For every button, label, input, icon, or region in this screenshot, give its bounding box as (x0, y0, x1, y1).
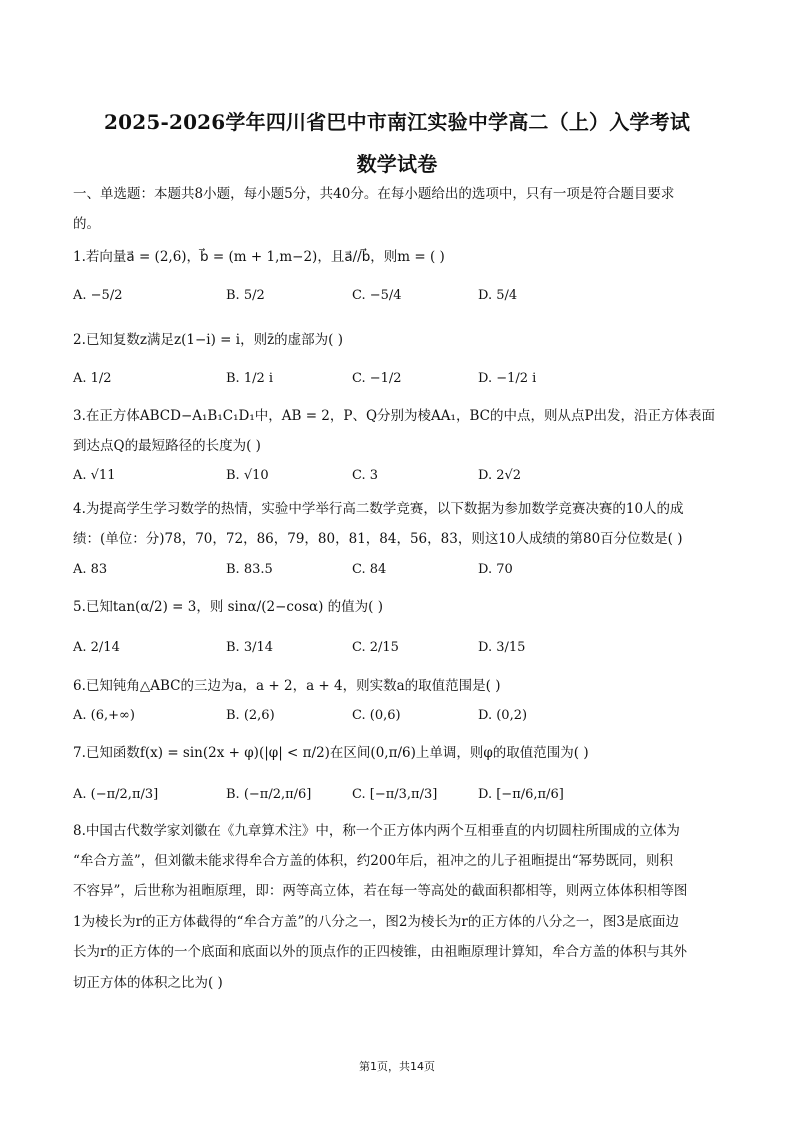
question-2-option-b: B. 1/2 i (226, 371, 274, 386)
question-6-option-c: C. (0,6) (352, 708, 401, 723)
question-6-stem: 6.已知钝角△ABC的三边为a，a + 2，a + 4，则实数a的取值范围是( ) (73, 678, 501, 694)
question-3-option-a: A. √11 (73, 468, 116, 483)
question-3-option-c: C. 3 (352, 468, 379, 483)
question-7-stem: 7.已知函数f(x) = sin(2x + φ)(|φ| < π/2)在区间(0,π/6)上单调，则φ的取值范围为( ) (73, 745, 589, 761)
question-1-option-a: A. −5/2 (73, 288, 123, 303)
question-6-option-d: D. (0,2) (478, 708, 528, 723)
page-footer: 第1页，共14页 (359, 1060, 435, 1073)
question-4-option-b: B. 83.5 (226, 562, 273, 577)
question-1-stem: 1.若向量a⃗ = (2,6)，b⃗ = (m + 1,m−2)，且a⃗//b⃗，则m = ( ) (73, 249, 445, 265)
question-1-option-c: C. −5/4 (352, 288, 402, 303)
question-6-option-b: B. (2,6) (226, 708, 275, 723)
question-4-option-d: D. 70 (478, 562, 513, 577)
question-5-option-a: A. 2/14 (73, 640, 120, 655)
question-5-stem: 5.已知tan(α/2) = 3，则 sinα/(2−cosα) 的值为( ) (73, 599, 383, 615)
question-4-stem-line2: 绩：(单位：分)78，70，72，86，79，80，81，84，56，83，则这10人成绩的第80百分位数是( ) (73, 531, 683, 547)
question-1-option-d: D. 5/4 (478, 288, 518, 303)
question-8-line2: “牟合方盖”，但刘徽未能求得牟合方盖的体积，约200年后，祖冲之的儿子祖暅提出“幂势既同，则积 (73, 853, 673, 869)
question-3-option-b: B. √10 (226, 468, 269, 483)
question-4-option-a: A. 83 (73, 562, 108, 577)
question-8-line4: 1为棱长为r的正方体截得的“牟合方盖”的八分之一，图2为棱长为r的正方体的八分之一，图3是底面边 (73, 914, 679, 930)
question-2-stem: 2.已知复数z满足z(1−i) = i，则z̄的虚部为( ) (73, 332, 344, 348)
question-3-stem-line1: 3.在正方体ABCD−A₁B₁C₁D₁中，AB = 2，P、Q分别为棱AA₁，BC的中点，则从点P出发，沿正方体表面 (73, 408, 716, 424)
question-4-option-c: C. 84 (352, 562, 387, 577)
question-7-option-d: D. [−π/6,π/6] (478, 787, 564, 802)
question-5-option-d: D. 3/15 (478, 640, 526, 655)
exam-subtitle: 数学试卷 (356, 152, 438, 176)
question-4-stem-line1: 4.为提高学生学习数学的热情，实验中学举行高二数学竞赛，以下数据为参加数学竞赛决赛的10人的成 (73, 501, 684, 517)
question-8-line6: 切正方体的体积之比为( ) (73, 975, 223, 991)
question-8-line3: 不容异”，后世称为祖暅原理，即：两等高立体，若在每一等高处的截面积都相等，则两立体体积相等图 (73, 883, 688, 899)
question-7-option-c: C. [−π/3,π/3] (352, 787, 438, 802)
question-7-option-a: A. (−π/2,π/3] (73, 787, 159, 802)
question-2-option-d: D. −1/2 i (478, 371, 537, 386)
question-8-line1: 8.中国古代数学家刘徽在《九章算术注》中，称一个正方体内两个互相垂直的内切圆柱所围成的立体为 (73, 823, 680, 839)
section-header-line1: 一、单选题：本题共8小题，每小题5分，共40分。在每小题给出的选项中，只有一项是符合题目要求 (73, 186, 675, 202)
exam-title: 2025-2026学年四川省巴中市南江实验中学高二（上）入学考试 (103, 110, 691, 134)
section-header-line2: 的。 (73, 216, 100, 232)
question-3-option-d: D. 2√2 (478, 468, 522, 483)
question-8-line5: 长为r的正方体的一个底面和底面以外的顶点作的正四棱锥，由祖暅原理计算知，牟合方盖的体积与其外 (73, 944, 687, 960)
question-6-option-a: A. (6,+∞) (73, 708, 135, 723)
question-2-option-a: A. 1/2 (73, 371, 112, 386)
question-7-option-b: B. (−π/2,π/6] (226, 787, 312, 802)
question-5-option-c: C. 2/15 (352, 640, 399, 655)
question-5-option-b: B. 3/14 (226, 640, 274, 655)
question-2-option-c: C. −1/2 (352, 371, 402, 386)
question-3-stem-line2: 到达点Q的最短路径的长度为( ) (73, 438, 261, 454)
question-1-option-b: B. 5/2 (226, 288, 265, 303)
